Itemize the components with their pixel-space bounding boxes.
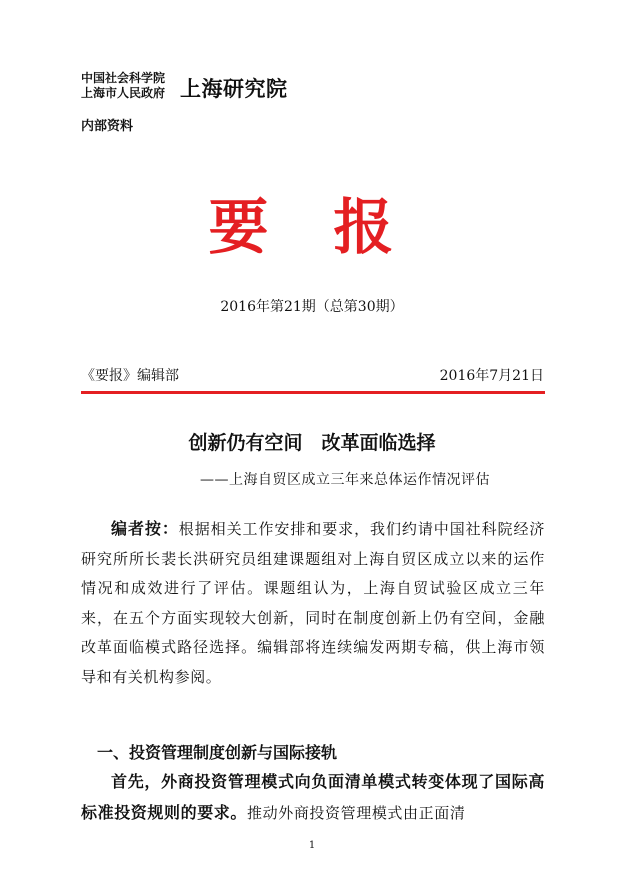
org-affiliation: [81, 71, 165, 101]
body-paragraph: [81, 767, 545, 828]
editorial-department: 《要报》编辑部: [81, 368, 179, 384]
section-title: 一、投资管理制度创新与国际接轨: [97, 743, 338, 762]
org-line-2: 上海市人民政府: [81, 86, 166, 100]
paragraph-bold-lead: 首先，外商投资管理模式向负面清单模式转变体现了国际高标准投资规则的要求。: [81, 772, 545, 822]
editor-note-label: 编者按：: [111, 519, 179, 538]
red-divider: [81, 391, 545, 394]
org-line-1: 中国社会科学院: [81, 71, 166, 85]
publish-date: 2016年7月21日: [439, 368, 544, 384]
editor-note-text: 根据相关工作安排和要求，我们约请中国社科院经济研究所所长裴长洪研究员组建课题组对上海自贸区成立以来的运作情况和成效进行了评估。课题组认为，上海自贸试验区成立三年来，在五个方面实现较大创新，同时在制度创新上仍有空间，金融改革面临模式路径选择。编辑部将连续编发两期专稿，供上海市领导和有关机构参阅。: [81, 520, 545, 686]
editor-note: [81, 514, 545, 692]
page-number: 1: [308, 840, 316, 851]
masthead-title: 要 报: [208, 193, 416, 263]
issue-number: 2016年第21期（总第30期）: [220, 299, 404, 315]
article-headline: 创新仍有空间 改革面临选择: [188, 432, 436, 454]
article-subheadline: ——上海自贸区成立三年来总体运作情况评估: [200, 472, 490, 488]
org-name: 上海研究院: [180, 76, 288, 101]
paragraph-text: 推动外商投资管理模式由正面清: [247, 803, 466, 822]
internal-label: 内部资料: [81, 119, 134, 134]
